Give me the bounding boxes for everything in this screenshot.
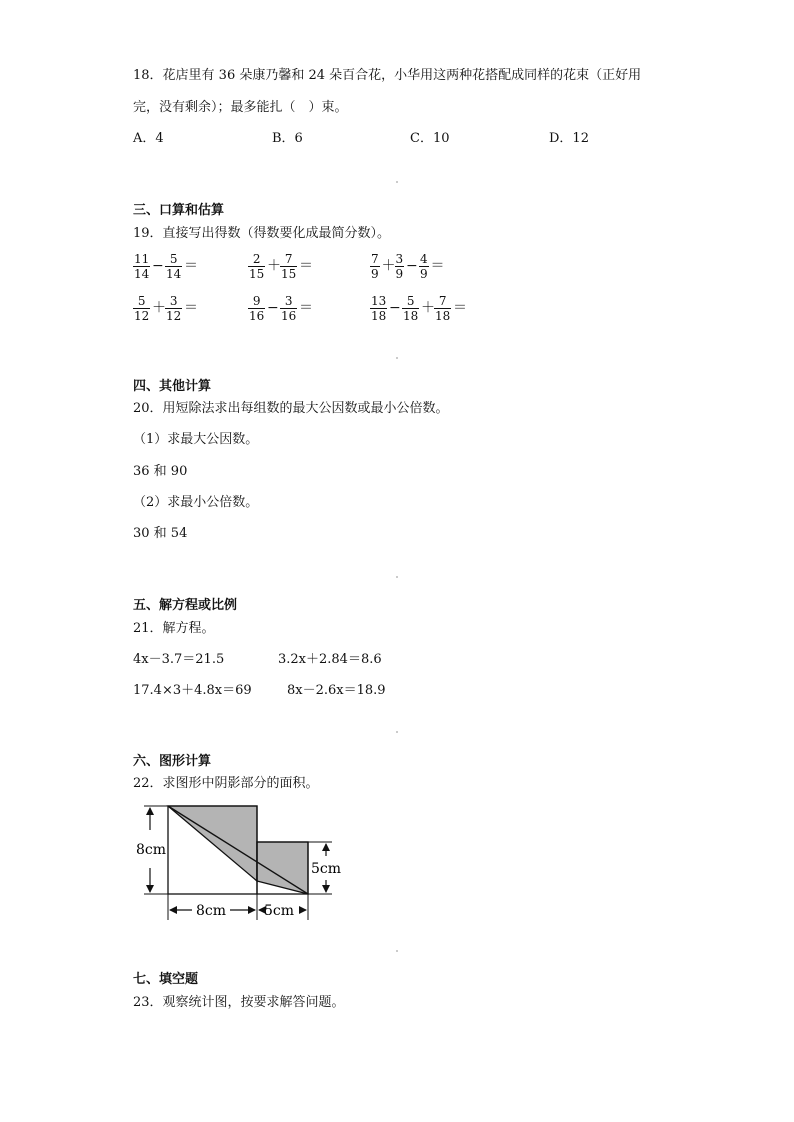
fraction-numerator: 7 [438, 294, 447, 308]
section-heading-7: 七、填空题 [133, 972, 199, 987]
separator-dot [396, 731, 398, 733]
q20-part1: （1）求最大公因数。 [133, 432, 259, 447]
fraction [248, 252, 265, 281]
q18-option-b: B．6 [272, 131, 303, 146]
bottom-right-label: 5cm [264, 903, 295, 919]
separator-dot [396, 357, 398, 359]
equation-4: 8x－2.6x＝18.9 [287, 683, 386, 698]
operator: − [152, 258, 164, 274]
fraction [370, 252, 380, 281]
operator: ＋ [381, 258, 396, 274]
fraction [133, 252, 150, 281]
operator: − [267, 300, 279, 316]
fraction-numerator: 7 [371, 252, 379, 266]
operator: − [389, 300, 401, 316]
q20-part2: （2）求最小公倍数。 [133, 495, 259, 510]
fraction-numerator: 5 [169, 252, 178, 266]
equation-3: 17.4×3＋4.8x＝69 [133, 683, 252, 698]
fraction [434, 294, 451, 323]
fraction [395, 252, 405, 281]
equals-sign: ＝ [453, 300, 467, 316]
operator: ＋ [421, 300, 435, 316]
separator-dot [396, 181, 398, 183]
fraction-numerator: 3 [284, 294, 293, 308]
q22-prompt: 22．求图形中阴影部分的面积。 [133, 776, 319, 791]
fraction-numerator: 11 [134, 252, 150, 266]
fraction-denominator: 14 [166, 267, 182, 281]
fraction-denominator: 15 [281, 267, 297, 281]
q18-option-d: D．12 [549, 131, 589, 146]
q18-option-a: A．4 [133, 131, 164, 146]
q20-part2-numbers: 30 和 54 [133, 526, 188, 541]
fraction [402, 294, 419, 323]
equals-sign: ＝ [299, 300, 313, 316]
left-dimension-label: 8cm [136, 842, 167, 858]
fraction-denominator: 18 [435, 309, 451, 323]
fraction [280, 294, 297, 323]
operator: − [406, 258, 418, 274]
fraction-denominator: 16 [249, 309, 265, 323]
fraction-numerator: 9 [252, 294, 261, 308]
fraction [419, 252, 429, 281]
equals-sign: ＝ [184, 300, 198, 316]
fraction-denominator: 9 [371, 267, 379, 281]
fraction-numerator: 5 [137, 294, 146, 308]
section-heading-6: 六、图形计算 [133, 754, 212, 769]
operator: ＋ [267, 258, 281, 274]
fraction [370, 294, 387, 323]
fraction-denominator: 9 [395, 267, 404, 281]
fraction-denominator: 9 [420, 267, 428, 281]
separator-dot [396, 950, 398, 952]
q23-prompt: 23．观察统计图，按要求解答问题。 [133, 995, 345, 1010]
fraction-numerator: 7 [284, 252, 293, 266]
q18-line1: 18．花店里有 36 朵康乃馨和 24 朵百合花，小华用这两种花搭配成同样的花束（正好用 [133, 68, 642, 83]
fraction-numerator: 13 [371, 294, 387, 308]
section-heading-5: 五、解方程或比例 [133, 598, 238, 613]
equals-sign: ＝ [430, 258, 445, 274]
fraction [133, 294, 150, 323]
fraction-denominator: 12 [166, 309, 182, 323]
fraction [280, 252, 297, 281]
section-heading-4: 四、其他计算 [133, 379, 212, 394]
q19-prompt: 19．直接写出得数（得数要化成最简分数）。 [133, 226, 391, 241]
shaded-area-figure [130, 800, 360, 926]
operator: ＋ [152, 300, 166, 316]
equals-sign: ＝ [299, 258, 313, 274]
equation-2: 3.2x＋2.84＝8.6 [278, 652, 382, 667]
fraction-denominator: 18 [403, 309, 419, 323]
section-heading-3: 三、口算和估算 [133, 203, 225, 218]
fraction-numerator: 3 [169, 294, 178, 308]
fraction-denominator: 16 [281, 309, 297, 323]
bottom-left-label: 8cm [196, 903, 227, 919]
fraction [248, 294, 265, 323]
shaded-region-small [257, 842, 308, 894]
q21-prompt: 21．解方程。 [133, 621, 215, 636]
separator-dot [396, 576, 398, 578]
q18-line2: 完，没有剩余）；最多能扎（ ）束。 [133, 100, 348, 115]
equals-sign: ＝ [184, 258, 198, 274]
fraction [165, 252, 182, 281]
q20-prompt: 20．用短除法求出每组数的最大公因数或最小公倍数。 [133, 401, 449, 416]
right-dimension-label: 5cm [311, 861, 342, 877]
fraction-numerator: 3 [395, 252, 404, 266]
shaded-triangle-large [168, 806, 257, 881]
fraction [165, 294, 182, 323]
q20-part1-numbers: 36 和 90 [133, 464, 188, 479]
equation-1: 4x－3.7＝21.5 [133, 652, 225, 667]
fraction-numerator: 5 [406, 294, 415, 308]
fraction-denominator: 18 [371, 309, 387, 323]
fraction-numerator: 4 [420, 252, 428, 266]
fraction-denominator: 14 [134, 267, 150, 281]
fraction-denominator: 15 [249, 267, 265, 281]
fraction-numerator: 2 [252, 252, 261, 266]
q18-option-c: C．10 [410, 131, 450, 146]
fraction-denominator: 12 [134, 309, 150, 323]
